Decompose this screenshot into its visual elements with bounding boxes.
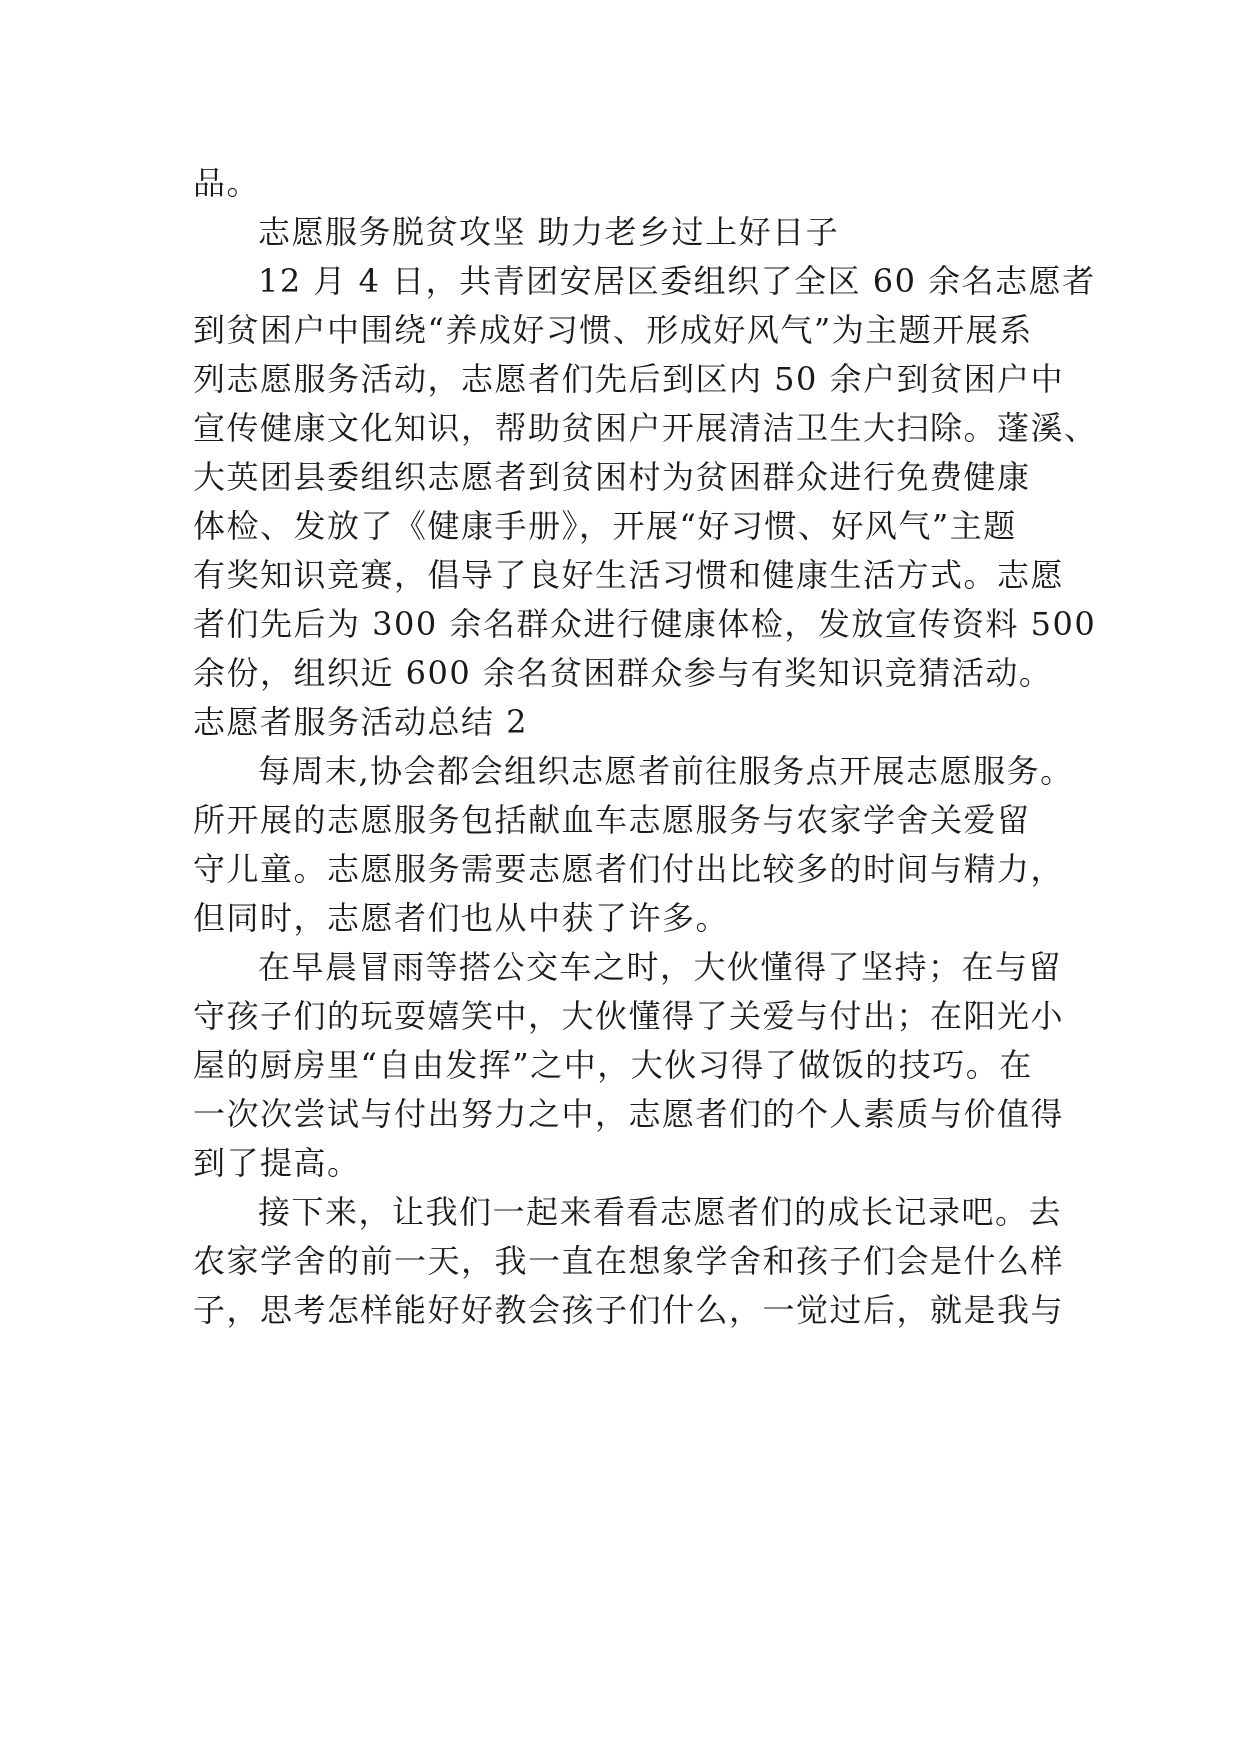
text-line: 到贫困户中围绕“养成好习惯、形成好风气”为主题开展系 bbox=[193, 311, 1033, 349]
text-line: 子，思考怎样能好好教会孩子们什么，一觉过后，就是我与 bbox=[193, 1291, 1065, 1329]
text-line: 所开展的志愿服务包括献血车志愿服务与农家学舍关爱留 bbox=[193, 801, 1031, 839]
text-line: 在早晨冒雨等搭公交车之时，大伙懂得了坚持；在与留 bbox=[258, 948, 1063, 986]
text-line: 大英团县委组织志愿者到贫困村为贫困群众进行免费健康 bbox=[193, 458, 1031, 496]
text-line: 每周末,协会都会组织志愿者前往服务点开展志愿服务。 bbox=[258, 752, 1074, 790]
text-line: 者们先后为 300 余名群众进行健康体检，发放宣传资料 500 bbox=[193, 605, 1097, 643]
text-line: 有奖知识竞赛，倡导了良好生活习惯和健康生活方式。志愿 bbox=[193, 556, 1065, 594]
text-line: 12 月 4 日，共青团安居区委组织了全区 60 余名志愿者 bbox=[258, 262, 1096, 300]
text-line: 宣传健康文化知识，帮助贫困户开展清洁卫生大扫除。蓬溪、 bbox=[193, 409, 1098, 447]
text-line: 品。 bbox=[193, 164, 261, 202]
text-line: 一次次尝试与付出努力之中，志愿者们的个人素质与价值得 bbox=[193, 1095, 1065, 1133]
text-line: 接下来，让我们一起来看看志愿者们的成长记录吧。去 bbox=[258, 1193, 1063, 1231]
text-line: 到了提高。 bbox=[193, 1144, 361, 1182]
text-line: 列志愿服务活动，志愿者们先后到区内 50 余户到贫困户中 bbox=[193, 360, 1065, 398]
text-line: 余份，组织近 600 余名贫困群众参与有奖知识竞猜活动。 bbox=[193, 654, 1053, 692]
text-line: 农家学舍的前一天，我一直在想象学舍和孩子们会是什么样 bbox=[193, 1242, 1065, 1280]
text-line: 守儿童。志愿服务需要志愿者们付出比较多的时间与精力， bbox=[193, 850, 1065, 888]
text-line: 但同时，志愿者们也从中获了许多。 bbox=[193, 899, 730, 937]
text-line: 体检、发放了《健康手册》，开展“好习惯、好风气”主题 bbox=[193, 507, 1017, 545]
section-heading: 志愿服务脱贫攻坚 助力老乡过上好日子 bbox=[258, 213, 840, 251]
section-title: 志愿者服务活动总结 2 bbox=[193, 703, 529, 741]
text-line: 守孩子们的玩耍嬉笑中，大伙懂得了关爱与付出；在阳光小 bbox=[193, 997, 1065, 1035]
text-line: 屋的厨房里“自由发挥”之中，大伙习得了做饭的技巧。在 bbox=[193, 1046, 1033, 1084]
